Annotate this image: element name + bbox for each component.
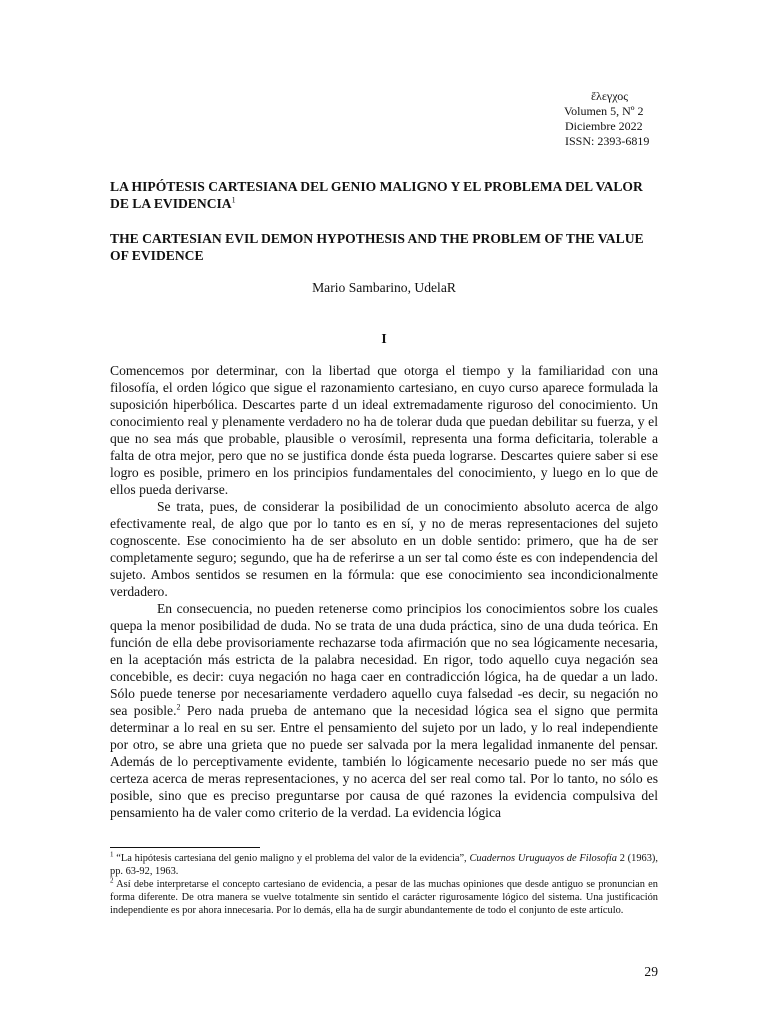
paragraph-2: Se trata, pues, de considerar la posibilidad de un conocimiento absoluto acerca de algo efectivamente real, de algo que por lo tanto es en sí, y no de meras representaciones del sujeto cognoscente. Ese conocimiento ha de ser absoluto en un doble sentido: primero, que ha de ser completamente seguro; segundo, que ha de referirse a un ser tal como éste es con independencia del sujeto. Ambos sentidos se resumen en la fórmula: que ese conocimiento sea incondicionalmente verdadero. <box>110 499 658 599</box>
footnote-divider <box>110 847 260 848</box>
journal-date: Diciembre 2022 <box>565 119 643 133</box>
title-spanish <box>110 178 658 212</box>
footnote-1-number: 1 <box>110 850 114 859</box>
footnote-1-rest: 2 (1963), pp. 63-92, 1963. <box>110 853 658 878</box>
footnote-ref-1: 1 <box>231 195 236 205</box>
journal-volume: Volumen 5, Nº 2 <box>564 104 644 118</box>
footnote-1-text: “La hipótesis cartesiana del genio maligno y el problema del valor de la evidencia”, <box>113 853 470 864</box>
paragraph-3-part-1: En consecuencia, no pueden retenerse como principios los conocimientos sobre los cuales quepa la menor posibilidad de duda. No se trata de una duda práctica, sino de una duda teórica. En función de ella debe provisoriamente rechazarse toda afirmación que no sea lógicamente necesaria, en la aceptación más estricta de la palabra necesidad. En rigor, todo aquello cuya negación sea concebible, es decir: cuya negación no haga caer en contradicción lógica, ha de quedar a un lado. Sólo puede tenerse por necesariamente verdadero aquello cuya falsedad -es decir, su negación no sea posible. <box>110 601 658 718</box>
footnote-ref-2: 2 <box>176 702 181 712</box>
paragraph-3 <box>110 600 658 821</box>
title-spanish-text: LA HIPÓTESIS CARTESIANA DEL GENIO MALIGNO Y EL PROBLEMA DEL VALOR DE LA EVIDENCIA <box>110 179 643 211</box>
journal-issn: ISSN: 2393-6819 <box>565 134 650 148</box>
page-number: 29 <box>644 964 658 979</box>
footnote-2-text: Así debe interpretarse el concepto cartesiano de evidencia, a pesar de las muchas opiniones que desde antiguo se pronuncian en forma diferente. De otra manera se vuelve totalmente sin sentido el carácter rigurosamente lógico del sistema. Una justificación independiente es por ahora innecesaria. Por lo demás, ella ha de surgir abundantemente de todo el conjunto de este artículo. <box>110 879 658 917</box>
paper-page <box>110 0 658 1024</box>
title-english: THE CARTESIAN EVIL DEMON HYPOTHESIS AND THE PROBLEM OF THE VALUE OF EVIDENCE <box>110 231 644 263</box>
paragraph-3-part-2: Pero nada prueba de antemano que la necesidad lógica sea el signo que permita determinar a lo real en su ser. Entre el pensamiento del sujeto por un lado, y lo real independiente por otro, se abre una grieta que no puede ser salvada por la mera legalidad inmanente del pensar. Además de lo perceptivamente evidente, también lo lógicamente necesario puede no ser más que certeza acerca de meras representaciones, y no acerca del ser real como tal. Por lo tanto, no sólo es posible, sino que es preciso preguntarse por causa de qué razones la evidencia compulsiva del pensamiento ha de valer como criterio de la verdad. La evidencia lógica <box>110 703 658 820</box>
footnotes <box>110 852 658 917</box>
body-text <box>110 362 658 821</box>
section-heading: I <box>381 331 387 346</box>
footnote-1 <box>110 852 658 878</box>
journal-header <box>518 89 658 149</box>
footnote-2 <box>110 878 658 917</box>
paragraph-1: Comencemos por determinar, con la libertad que otorga el tiempo y la familiaridad con una filosofía, el orden lógico que sigue el razonamiento cartesiano, en cuyo curso aparece formulada la suposición hiperbólica. Descartes parte d un ideal extremadamente riguroso del conocimiento. Un conocimiento real y plenamente verdadero no ha de tolerar duda que puedan debilitar su fuerza, y el que no sea más que probable, plausible o verosímil, representa una forma deficitaria, tolerable a falta de otra mejor, pero que no se justifica donde ésta pueda lograrse. Descartes quiere saber si ese logro es posible, primero en los principios fundamentales del conocimiento, y luego en lo que de ellos pueda derivarse. <box>110 363 658 497</box>
footnote-1-journal: Cuadernos Uruguayos de Filosofía <box>469 853 617 864</box>
journal-name: ἔλεγχος <box>591 89 629 103</box>
author-line: Mario Sambarino, UdelaR <box>312 280 456 295</box>
footnote-2-number: 2 <box>110 876 114 885</box>
